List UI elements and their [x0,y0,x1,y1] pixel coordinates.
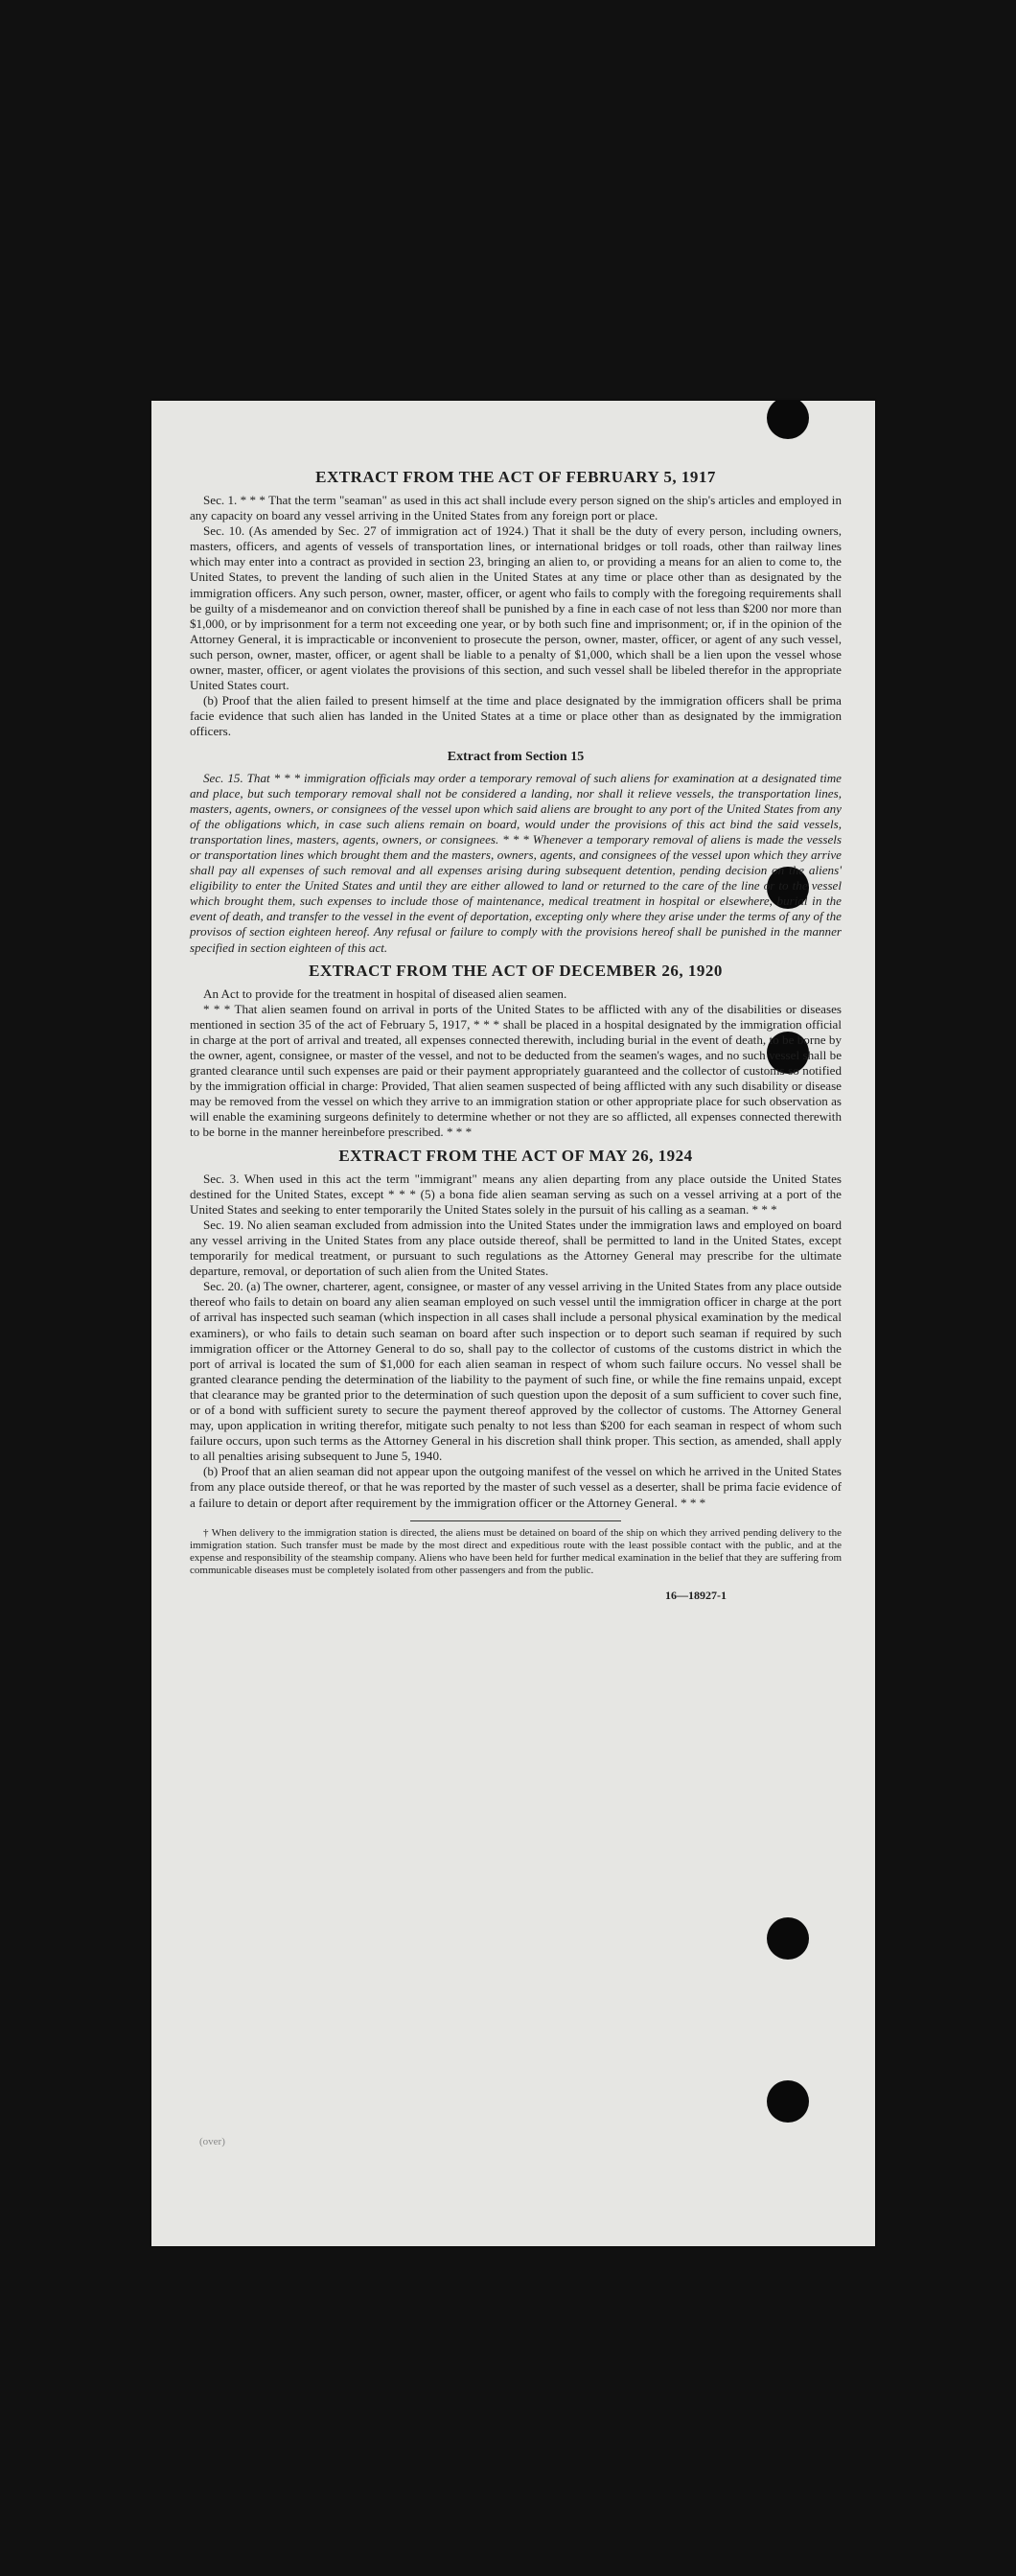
section-3-body [190,986,842,1141]
document-content [190,468,842,1603]
paragraph: Sec. 3. When used in this act the term "immigrant" means any alien departing from any place outside the United States destined for the United States, except * * * (5) a bona fide alien seaman serving as such on a vessel arriving at a port of the United States and seeking to enter temporarily the United States solely in the pursuit of his calling as a seaman. * * * [190,1171,842,1217]
section-3-title: EXTRACT FROM THE ACT OF DECEMBER 26, 1920 [309,961,723,980]
section-1-body [190,493,842,740]
paragraph: (b) Proof that an alien seaman did not appear upon the outgoing manifest of the vessel on which he arrived in the United States from any place outside thereof, or that he was reported by the master of such vessel as a deserter, shall be prima facie evidence of a failure to detain or deport after requirement by the immigration officer or the Attorney General. * * * [190,1464,842,1510]
footnote-text: † When delivery to the immigration station is directed, the aliens must be detained on board of the ship on which they arrived pending delivery to the immigration station. Such transfer must be made by the most direct and expeditious route with the least possible contact with the public, and at the expense and responsibility of the steamship company. Aliens who have been held for further medical examination in the belief that they are suffering from communicable diseases must be completely isolated from other passengers and from the public. [190,1526,842,1576]
section-1-title: EXTRACT FROM THE ACT OF FEBRUARY 5, 1917 [315,468,716,486]
paragraph: Sec. 1. * * * That the term "seaman" as used in this act shall include every person signed on the ship's articles and employed in any capacity on board any vessel arriving in the United States from any foreign port or place. [190,493,842,523]
section-4-title: EXTRACT FROM THE ACT OF MAY 26, 1924 [338,1146,693,1165]
punch-hole-1 [767,401,809,439]
footnote [190,1527,842,1577]
form-number: 16—18927-1 [665,1588,727,1602]
paragraph: (b) Proof that the alien failed to present himself at the time and place designated by the immigration officers shall be prima facie evidence that such alien has landed in the United States at a time or place other than as designated by the immigration officers. [190,693,842,739]
punch-hole-4 [767,1917,809,1960]
paragraph: Sec. 10. (As amended by Sec. 27 of immigration act of 1924.) That it shall be the duty of every person, including owners, masters, officers, and agents of vessels of transportation lines, or international bridges or toll roads, other than railway lines which may enter into a contract as provided in section 23, bringing an alien to, or providing a means for an alien to come to, the United States, to prevent the landing of such alien in the United States at any time or place other than as designated by the immigration officers. Any such person, owner, master, officer, or agent who fails to comply with the foregoing requirements shall be guilty of a misdemeanor and on conviction thereof shall be punished by a fine in each case of not less than $200 nor more than $1,000, or by imprisonment for a term not exceeding one year, or by both such fine and imprisonment; or, if in the opinion of the Attorney General, it is impracticable or inconvenient to prosecute the person, owner, master, officer, or agent of any such vessel, such person, owner, master, officer, or agent shall be liable to a penalty of $1,000, which shall be a lien upon the vessel whose owner, master, officer, or agent violates the provisions of this section, and such vessel shall be libeled therefor in the appropriate United States court. [190,523,842,693]
paragraph: An Act to provide for the treatment in hospital of diseased alien seamen. [203,986,567,1001]
document-page [151,401,875,2246]
section-2-body [190,771,842,956]
paragraph: Sec. 19. No alien seaman excluded from admission into the United States under the immigration laws and employed on board any vessel arriving in the United States from any place outside thereof, shall be permitted to land in the United States, except temporarily for medical treatment, or pursuant to such regulations as the Attorney General may prescribe for the ultimate departure, removal, or deportation of such alien from the United States. [190,1217,842,1279]
punch-hole-5 [767,2080,809,2123]
paragraph: * * * That alien seamen found on arrival in ports of the United States to be afflicted with any of the disabilities or diseases mentioned in section 35 of the act of February 5, 1917, * * * shall be placed in a hospital designated by the immigration official in charge at the port of arrival and treated, all expenses connected therewith, including burial in the event of death, to be borne by the owner, agent, consignee, or master of the vessel, and not to be deducted from the seamen's wages, and no such vessel shall be granted clearance until such expenses are paid or their payment appropriately guaranteed and the collector of customs so notified by the immigration official in charge: Provided, That alien seamen suspected of being afflicted with any such disability or disease may be removed from the vessel on which they arrive to an immigration station or other appropriate place for such observation as will enable the examining surgeons definitely to determine whether or not they are so afflicted, all expenses connected therewith to be borne in the manner hereinbefore prescribed. * * * [190,1001,842,1140]
section-2-title: Extract from Section 15 [447,749,585,764]
footnote-divider [410,1520,621,1521]
paragraph: Sec. 15. That * * * immigration officials may order a temporary removal of such aliens for examination at a designated time and place, but such temporary removal shall not be considered a landing, nor shall it relieve vessels, the transportation lines, masters, agents, owners, or consignees of the vessel upon which said aliens are brought to any port of the United States from any of the obligations which, in case such aliens remain on board, would under the provisions of this act bind the said vessels, transportation lines, masters, agents, owners, or consignees. * * * Whenever a temporary removal of aliens is made the vessels or transportation lines which brought them and the masters, owners, agents, and consignees of the vessel upon which they arrive shall pay all expenses of such removal and all expenses arising during subsequent detention, pending decision on the aliens' eligibility to enter the United States and until they are either allowed to land or returned to the care of the line or to the vessel which brought them, such expenses to include those of maintenance, medical treatment in hospital or elsewhere, burial in the event of death, and transfer to the vessel in the event of deportation, excepting only where they arise under the terms of any of the provisos of section eighteen hereof. Any refusal or failure to comply with the provisions hereof shall be punished in the manner specified in section eighteen of this act. [190,770,842,955]
stamp-text: (over) [199,2136,225,2147]
paragraph: Sec. 20. (a) The owner, charterer, agent, consignee, or master of any vessel arriving in the United States from any place outside thereof who fails to detain on board any alien seaman employed on such vessel until the immigration officer in charge at the port of arrival has inspected such seaman (which inspection in all cases shall include a personal physical examination by the medical examiners), or who fails to detain such seaman on board after such inspection or to deport such seaman if required by such immigration officer or the Attorney General to do so, shall pay to the collector of customs of the customs district in which the port of arrival is located the sum of $1,000 for each alien seaman in respect of whom such failure occurs. No vessel shall be granted clearance pending the determination of the liability to the payment of such fine, or while the fine remains unpaid, except that clearance may be granted prior to the determination of such question upon the deposit of a sum sufficient to cover such fine, or of a bond with sufficient surety to secure the payment thereof approved by the collector of customs. The Attorney General may, upon application in writing therefor, mitigate such penalty to not less than $200 for each seaman in respect of whom such failure occurs, upon such terms as the Attorney General in his discretion shall think proper. This section, as amended, shall apply to all penalties arising subsequent to June 5, 1940. [190,1279,842,1464]
section-4-body [190,1172,842,1511]
